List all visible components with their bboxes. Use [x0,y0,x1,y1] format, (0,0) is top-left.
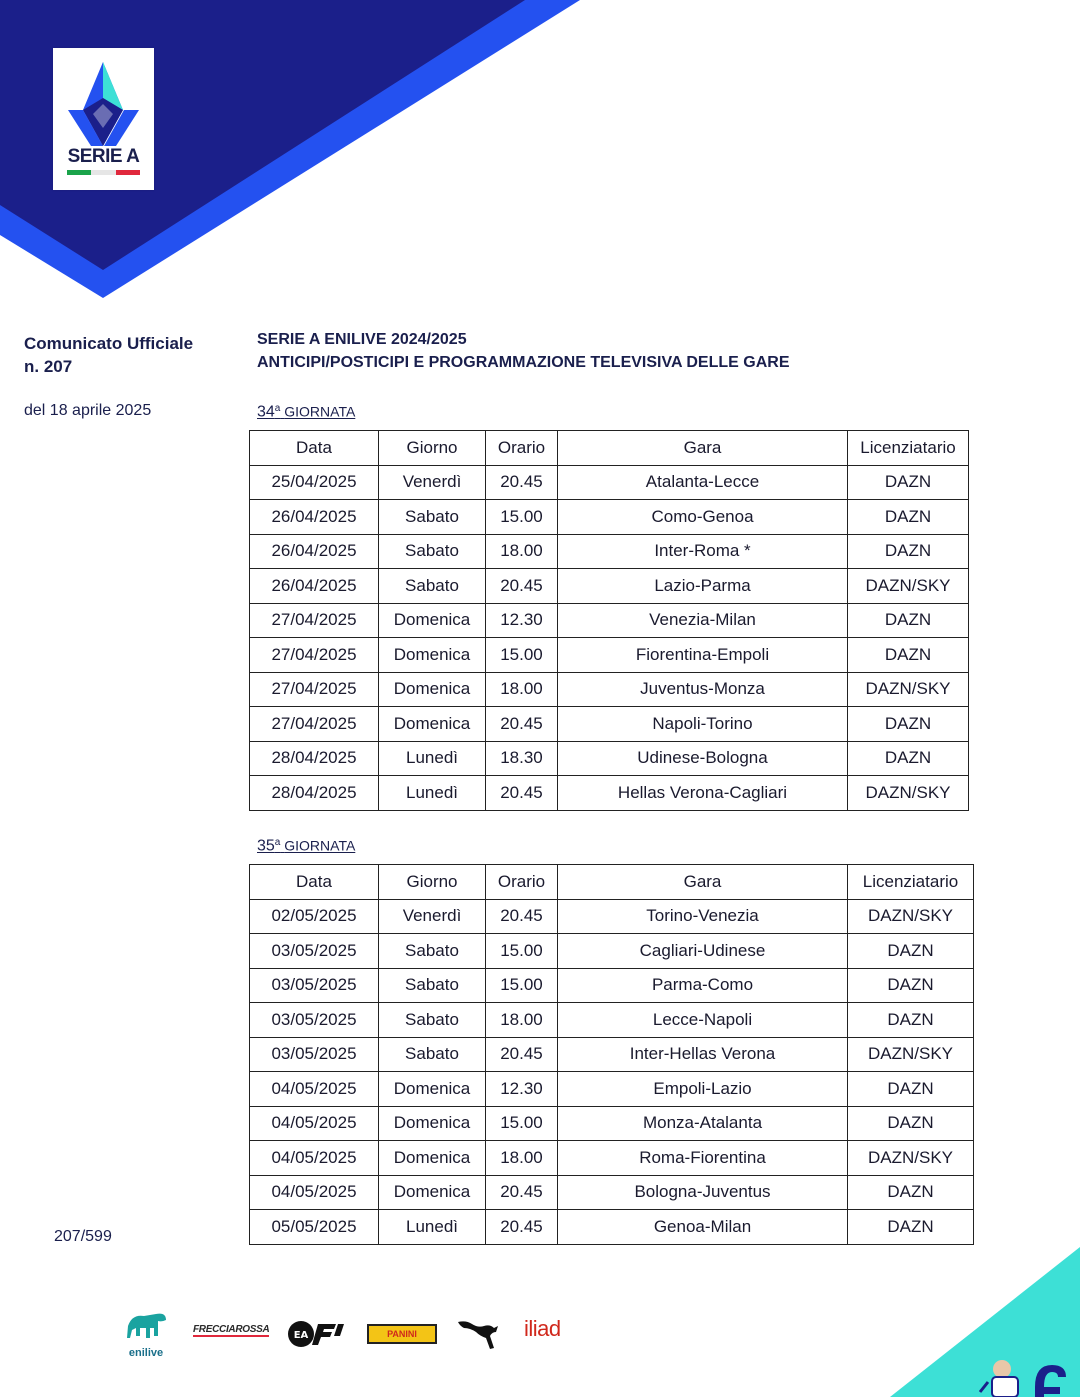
table-row [250,569,969,604]
header-time: Orario [486,865,558,900]
table-row [250,1072,974,1107]
table-row [250,776,969,811]
enilive-logo [120,1306,172,1359]
table-row [250,1003,974,1038]
heading-line1: SERIE A ENILIVE 2024/2025 [257,331,467,348]
cell-licensee: DAZN [848,934,974,969]
cell-day: Lunedì [379,1210,486,1245]
header-date: Data [250,431,379,466]
cell-time: 20.45 [486,899,558,934]
header-match: Gara [558,865,848,900]
cell-date: 28/04/2025 [250,741,379,776]
table-row [250,707,969,742]
table-row [250,968,974,1003]
cell-match: Juventus-Monza [558,672,848,707]
cell-time: 18.00 [486,534,558,569]
cell-licensee: DAZN [848,465,969,500]
cell-time: 15.00 [486,1106,558,1141]
header-day: Giorno [379,865,486,900]
cell-licensee: DAZN/SKY [848,672,969,707]
cell-time: 20.45 [486,569,558,604]
round-title-35 [257,837,355,856]
cell-date: 04/05/2025 [250,1175,379,1210]
frecciarossa-logo: FRECCIAROSSA [193,1324,270,1335]
table-row [250,534,969,569]
cell-licensee: DAZN [848,1072,974,1107]
cell-match: Empoli-Lazio [558,1072,848,1107]
cell-date: 04/05/2025 [250,1141,379,1176]
cell-date: 03/05/2025 [250,934,379,969]
iliad-logo: iliad [524,1316,561,1341]
cell-licensee: DAZN [848,1210,974,1245]
svg-text:EA: EA [293,1330,309,1341]
round-label: GIORNATA [284,837,356,854]
cell-licensee: DAZN [848,1106,974,1141]
cell-date: 25/04/2025 [250,465,379,500]
cell-date: 02/05/2025 [250,899,379,934]
cell-licensee: DAZN/SKY [848,776,969,811]
cell-time: 18.30 [486,741,558,776]
cell-match: Napoli-Torino [558,707,848,742]
puma-cat-icon [456,1316,500,1350]
table-header-row [250,865,974,900]
cell-licensee: DAZN [848,1003,974,1038]
comunicato-title [24,332,234,378]
italian-flag-stripe [67,170,140,175]
round-ordinal: a [274,837,281,848]
heading-line2: ANTICIPI/POSTICIPI E PROGRAMMAZIONE TELEVISIVA DELLE GARE [257,354,790,371]
cell-date: 03/05/2025 [250,1037,379,1072]
table-row [250,741,969,776]
cell-day: Sabato [379,1037,486,1072]
comunicato-number: n. 207 [24,357,73,376]
cell-day: Sabato [379,569,486,604]
cell-time: 15.00 [486,934,558,969]
cell-day: Lunedì [379,776,486,811]
schedule-table-35 [249,864,974,1245]
table-row [250,1141,974,1176]
cell-licensee: DAZN [848,603,969,638]
cell-match: Cagliari-Udinese [558,934,848,969]
cell-match: Venezia-Milan [558,603,848,638]
table-row [250,672,969,707]
cell-match: Inter-Hellas Verona [558,1037,848,1072]
cell-time: 20.45 [486,1175,558,1210]
left-column [24,332,234,420]
table-row [250,465,969,500]
cell-licensee: DAZN [848,534,969,569]
cell-licensee: DAZN [848,1175,974,1210]
cell-licensee: DAZN/SKY [848,569,969,604]
cell-day: Domenica [379,672,486,707]
cell-licensee: DAZN/SKY [848,1141,974,1176]
cell-date: 03/05/2025 [250,1003,379,1038]
cell-match: Torino-Venezia [558,899,848,934]
cell-date: 27/04/2025 [250,672,379,707]
cell-day: Domenica [379,638,486,673]
cell-time: 12.30 [486,1072,558,1107]
page-number: 207/599 [54,1228,112,1245]
cell-time: 20.45 [486,465,558,500]
cell-match: Lecce-Napoli [558,1003,848,1038]
serie-a-logo [53,48,154,190]
cell-match: Monza-Atalanta [558,1106,848,1141]
round-number: 34 [257,403,275,421]
issue-date: del 18 aprile 2025 [24,402,152,419]
cell-match: Bologna-Juventus [558,1175,848,1210]
cell-time: 18.00 [486,1003,558,1038]
cell-licensee: DAZN/SKY [848,1037,974,1072]
cell-day: Sabato [379,534,486,569]
cell-match: Genoa-Milan [558,1210,848,1245]
header-match: Gara [558,431,848,466]
cell-time: 20.45 [486,1210,558,1245]
enilive-label: enilive [128,1347,164,1359]
header-time: Orario [486,431,558,466]
logo-text: SERIE A [67,146,140,167]
round-number: 35 [257,837,275,855]
cell-day: Domenica [379,603,486,638]
cell-match: Inter-Roma * [558,534,848,569]
cell-time: 20.45 [486,776,558,811]
cell-date: 28/04/2025 [250,776,379,811]
corner-decoration [820,1237,1080,1397]
schedule-table-34 [249,430,969,811]
cell-licensee: DAZN [848,500,969,535]
table-row [250,603,969,638]
sponsor-strip [120,1300,640,1397]
round-title-34 [257,403,355,422]
puma-logo [456,1316,500,1355]
table-row [250,1106,974,1141]
cell-day: Sabato [379,500,486,535]
panini-logo: PANINI [367,1324,437,1344]
ea-sports-fc-icon [288,1320,344,1348]
cell-date: 05/05/2025 [250,1210,379,1245]
cell-day: Domenica [379,1175,486,1210]
ea-fc-logo [288,1320,344,1353]
cell-match: Parma-Como [558,968,848,1003]
header-date: Data [250,865,379,900]
six-legged-dog-icon [122,1306,170,1344]
cell-time: 20.45 [486,1037,558,1072]
round-ordinal: a [274,403,281,414]
table-row [250,1037,974,1072]
table-header-row [250,431,969,466]
cell-date: 27/04/2025 [250,707,379,742]
table-row [250,1175,974,1210]
cell-day: Domenica [379,1072,486,1107]
cell-day: Sabato [379,1003,486,1038]
cell-match: Hellas Verona-Cagliari [558,776,848,811]
cell-time: 12.30 [486,603,558,638]
cell-licensee: DAZN [848,968,974,1003]
cell-day: Sabato [379,968,486,1003]
cell-date: 26/04/2025 [250,569,379,604]
cell-time: 15.00 [486,968,558,1003]
cell-day: Domenica [379,707,486,742]
table-row [250,500,969,535]
document-heading [257,328,789,374]
cell-day: Venerdì [379,899,486,934]
cell-match: Fiorentina-Empoli [558,638,848,673]
round-label: GIORNATA [284,403,356,420]
comunicato-line1: Comunicato Ufficiale [24,334,194,353]
cell-time: 15.00 [486,500,558,535]
cell-licensee: DAZN/SKY [848,899,974,934]
cell-match: Como-Genoa [558,500,848,535]
cell-date: 27/04/2025 [250,638,379,673]
cell-date: 26/04/2025 [250,500,379,535]
table-row [250,638,969,673]
cell-licensee: DAZN [848,638,969,673]
cell-licensee: DAZN [848,741,969,776]
cell-date: 26/04/2025 [250,534,379,569]
cell-date: 04/05/2025 [250,1072,379,1107]
cell-date: 03/05/2025 [250,968,379,1003]
cell-match: Lazio-Parma [558,569,848,604]
cell-day: Domenica [379,1141,486,1176]
cell-day: Sabato [379,934,486,969]
cell-date: 04/05/2025 [250,1106,379,1141]
table-row [250,899,974,934]
header-day: Giorno [379,431,486,466]
cell-match: Udinese-Bologna [558,741,848,776]
cell-time: 20.45 [486,707,558,742]
cell-time: 18.00 [486,1141,558,1176]
header-licensee: Licenziatario [848,431,969,466]
cell-time: 18.00 [486,672,558,707]
table-row [250,934,974,969]
cell-time: 15.00 [486,638,558,673]
cell-match: Atalanta-Lecce [558,465,848,500]
cell-day: Venerdì [379,465,486,500]
cell-date: 27/04/2025 [250,603,379,638]
cell-licensee: DAZN [848,707,969,742]
cell-match: Roma-Fiorentina [558,1141,848,1176]
cell-day: Lunedì [379,741,486,776]
cell-day: Domenica [379,1106,486,1141]
header-licensee: Licenziatario [848,865,974,900]
